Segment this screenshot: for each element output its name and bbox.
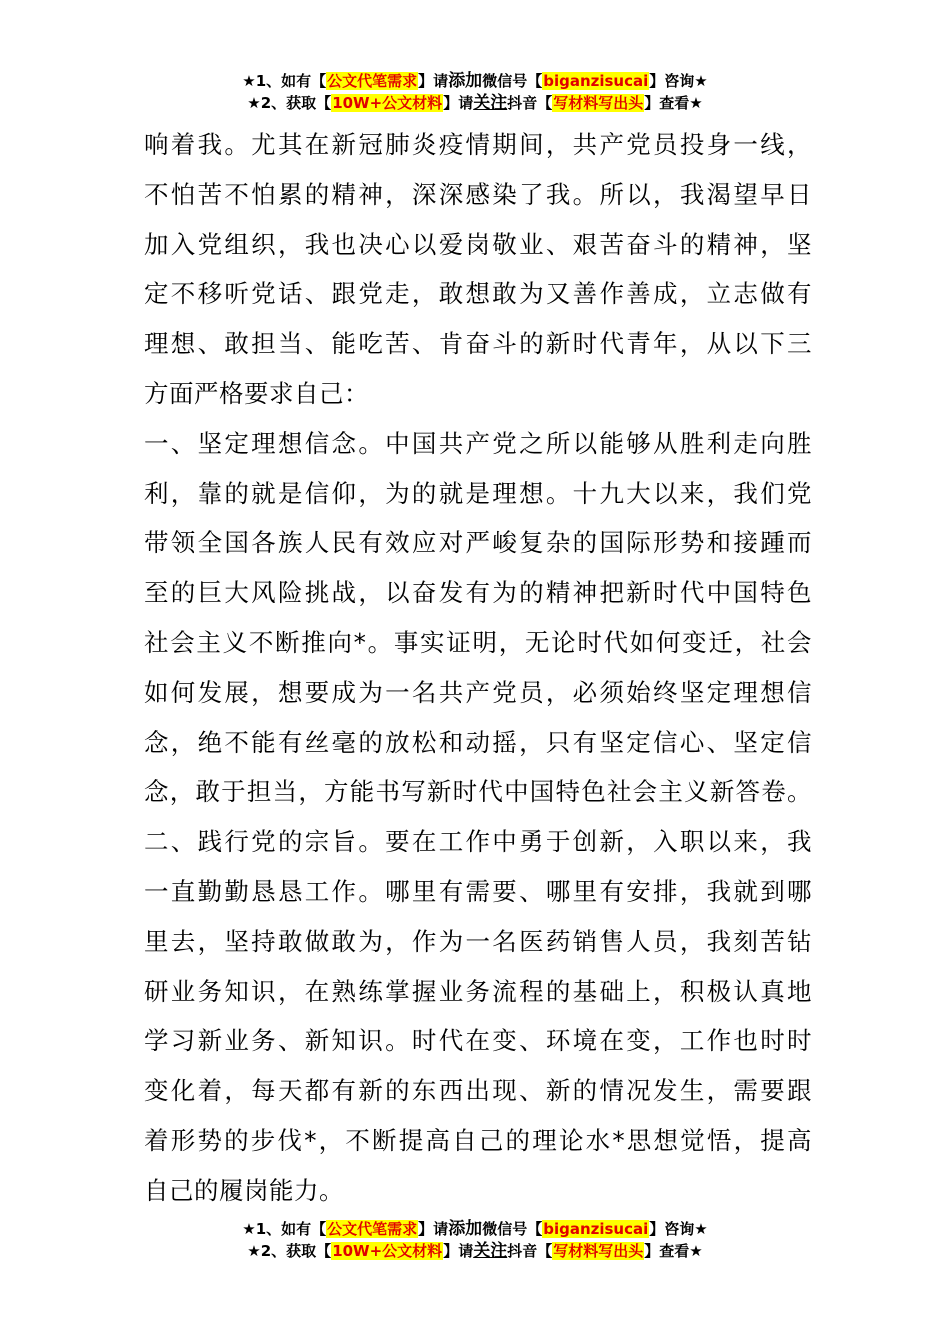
footer-promo-banner — [0, 1218, 950, 1262]
body-line: 理想、敢担当、能吃苦、肯奋斗的新时代青年，从以下三 — [144, 329, 812, 359]
promo-emphasis: 关注 — [473, 1241, 508, 1261]
body-line: 学习新业务、新知识。时代在变、环境在变，工作也时时 — [144, 1026, 812, 1056]
promo-text: 】请 — [443, 94, 474, 112]
promo-text: 】咨询★ — [649, 1220, 708, 1238]
promo-highlight: 10W+公文材料 — [332, 1242, 443, 1260]
body-line: 一直勤勤恳恳工作。哪里有需要、哪里有安排，我就到哪 — [144, 876, 812, 906]
promo-highlight: 10W+公文材料 — [332, 94, 443, 112]
body-line: 至的巨大风险挑战，以奋发有为的精神把新时代中国特色 — [144, 578, 812, 608]
promo-text: ★1、如有【 — [242, 1220, 327, 1238]
promo-emphasis: 添加 — [448, 1219, 483, 1239]
promo-text: 】请 — [418, 72, 449, 90]
promo-text: ★2、获取【 — [247, 1242, 332, 1260]
promo-wechat-id: biganzisucai — [543, 1220, 649, 1238]
promo-douyin-id: 写材料写出头 — [553, 94, 644, 112]
body-line: 定不移听党话、跟党走，敢想敢为又善作善成，立志做有 — [144, 279, 812, 309]
promo-text: ★1、如有【 — [242, 72, 327, 90]
body-line: 带领全国各族人民有效应对严峻复杂的国际形势和接踵而 — [144, 528, 812, 558]
body-line: 着形势的步伐*，不断提高自己的理论水*思想觉悟，提高 — [144, 1125, 812, 1155]
promo-text: 微信号【 — [482, 1220, 543, 1238]
body-line: 利，靠的就是信仰，为的就是理想。十九大以来，我们党 — [144, 478, 812, 508]
body-line: 念，敢于担当，方能书写新时代中国特色社会主义新答卷。 — [144, 777, 812, 807]
promo-line-1 — [0, 1218, 950, 1240]
promo-line-2 — [0, 1240, 950, 1262]
document-body — [144, 120, 812, 1216]
body-line: 二、践行党的宗旨。要在工作中勇于创新，入职以来，我 — [144, 827, 812, 857]
promo-emphasis: 关注 — [473, 93, 508, 113]
body-line: 念，绝不能有丝毫的放松和动摇，只有坚定信心、坚定信 — [144, 727, 812, 757]
header-promo-banner — [0, 70, 950, 114]
promo-text: 】查看★ — [644, 1242, 703, 1260]
body-line: 一、坚定理想信念。中国共产党之所以能够从胜利走向胜 — [144, 428, 812, 458]
promo-line-2 — [0, 92, 950, 114]
promo-text: 微信号【 — [482, 72, 543, 90]
body-line: 研业务知识，在熟练掌握业务流程的基础上，积极认真地 — [144, 976, 812, 1006]
body-line: 响着我。尤其在新冠肺炎疫情期间，共产党员投身一线， — [144, 130, 812, 159]
body-line: 加入党组织，我也决心以爱岗敬业、艰苦奋斗的精神，坚 — [144, 229, 812, 259]
body-line: 如何发展，想要成为一名共产党员，必须始终坚定理想信 — [144, 677, 812, 707]
promo-douyin-id: 写材料写出头 — [553, 1242, 644, 1260]
promo-text: 】咨询★ — [649, 72, 708, 90]
body-line: 不怕苦不怕累的精神，深深感染了我。所以，我渴望早日 — [144, 179, 812, 209]
promo-text: 抖音【 — [507, 1242, 553, 1260]
promo-text: 】查看★ — [644, 94, 703, 112]
promo-highlight: 公文代笔需求 — [327, 1220, 418, 1238]
body-line: 自己的履岗能力。 — [144, 1175, 344, 1205]
promo-text: 】请 — [443, 1242, 474, 1260]
promo-emphasis: 添加 — [448, 71, 483, 91]
promo-highlight: 公文代笔需求 — [327, 72, 418, 90]
promo-line-1 — [0, 70, 950, 92]
body-line: 社会主义不断推向*。事实证明，无论时代如何变迁，社会 — [144, 627, 812, 657]
body-line: 里去，坚持敢做敢为，作为一名医药销售人员，我刻苦钻 — [144, 926, 812, 956]
promo-text: 抖音【 — [507, 94, 553, 112]
promo-text: ★2、获取【 — [247, 94, 332, 112]
promo-wechat-id: biganzisucai — [543, 72, 649, 90]
body-line: 方面严格要求自己： — [144, 378, 369, 408]
body-line: 变化着，每天都有新的东西出现、新的情况发生，需要跟 — [144, 1076, 812, 1106]
promo-text: 】请 — [418, 1220, 449, 1238]
